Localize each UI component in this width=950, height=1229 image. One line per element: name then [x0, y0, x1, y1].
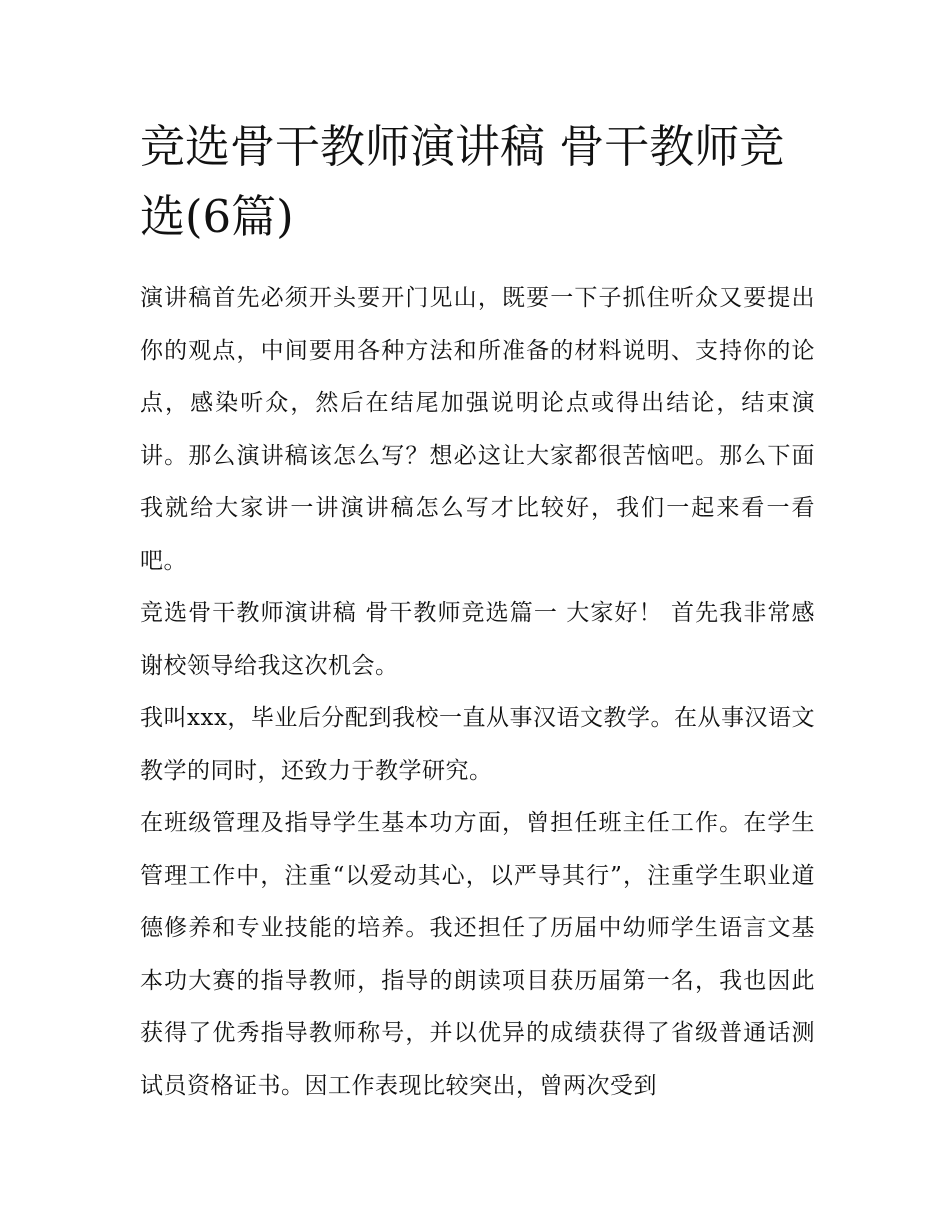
greeting-paragraph: 竞选骨干教师演讲稿 骨干教师竞选篇一 大家好！ 首先我非常感谢校领导给我这次机会。 [140, 600, 815, 679]
document-title: 竞选骨干教师演讲稿 骨干教师竞选(6篇) [140, 120, 785, 243]
class-management-paragraph: 在班级管理及指导学生基本功方面，曾担任班主任工作。在学生管理工作中，注重“以爱动其心，以严导其行”，注重学生职业道德修养和专业技能的培养。我还担任了历届中幼师学生语言文基本功大赛的指导教师，指导的朗读项目获历届第一名，我也因此获得了优秀指导教师称号，并以优异的成绩获得了省级普通话测试员资格证书。因工作表现比较突出，曾两次受到 [140, 810, 815, 1099]
intro-paragraph: 演讲稿首先必须开头要开门见山，既要一下子抓住听众又要提出你的观点，中间要用各种方法和所准备的材料说明、支持你的论点，感染听众，然后在结尾加强说明论点或得出结论，结束演讲。那么演讲稿该怎么写？想必这让大家都很苦恼吧。那么下面我就给大家讲一讲演讲稿怎么写才比较好，我们一起来看一看吧。 [140, 285, 815, 574]
self-introduction-paragraph: 我叫xxx，毕业后分配到我校一直从事汉语文教学。在从事汉语文教学的同时，还致力于教学研究。 [140, 705, 815, 784]
document-body [140, 112, 815, 1112]
